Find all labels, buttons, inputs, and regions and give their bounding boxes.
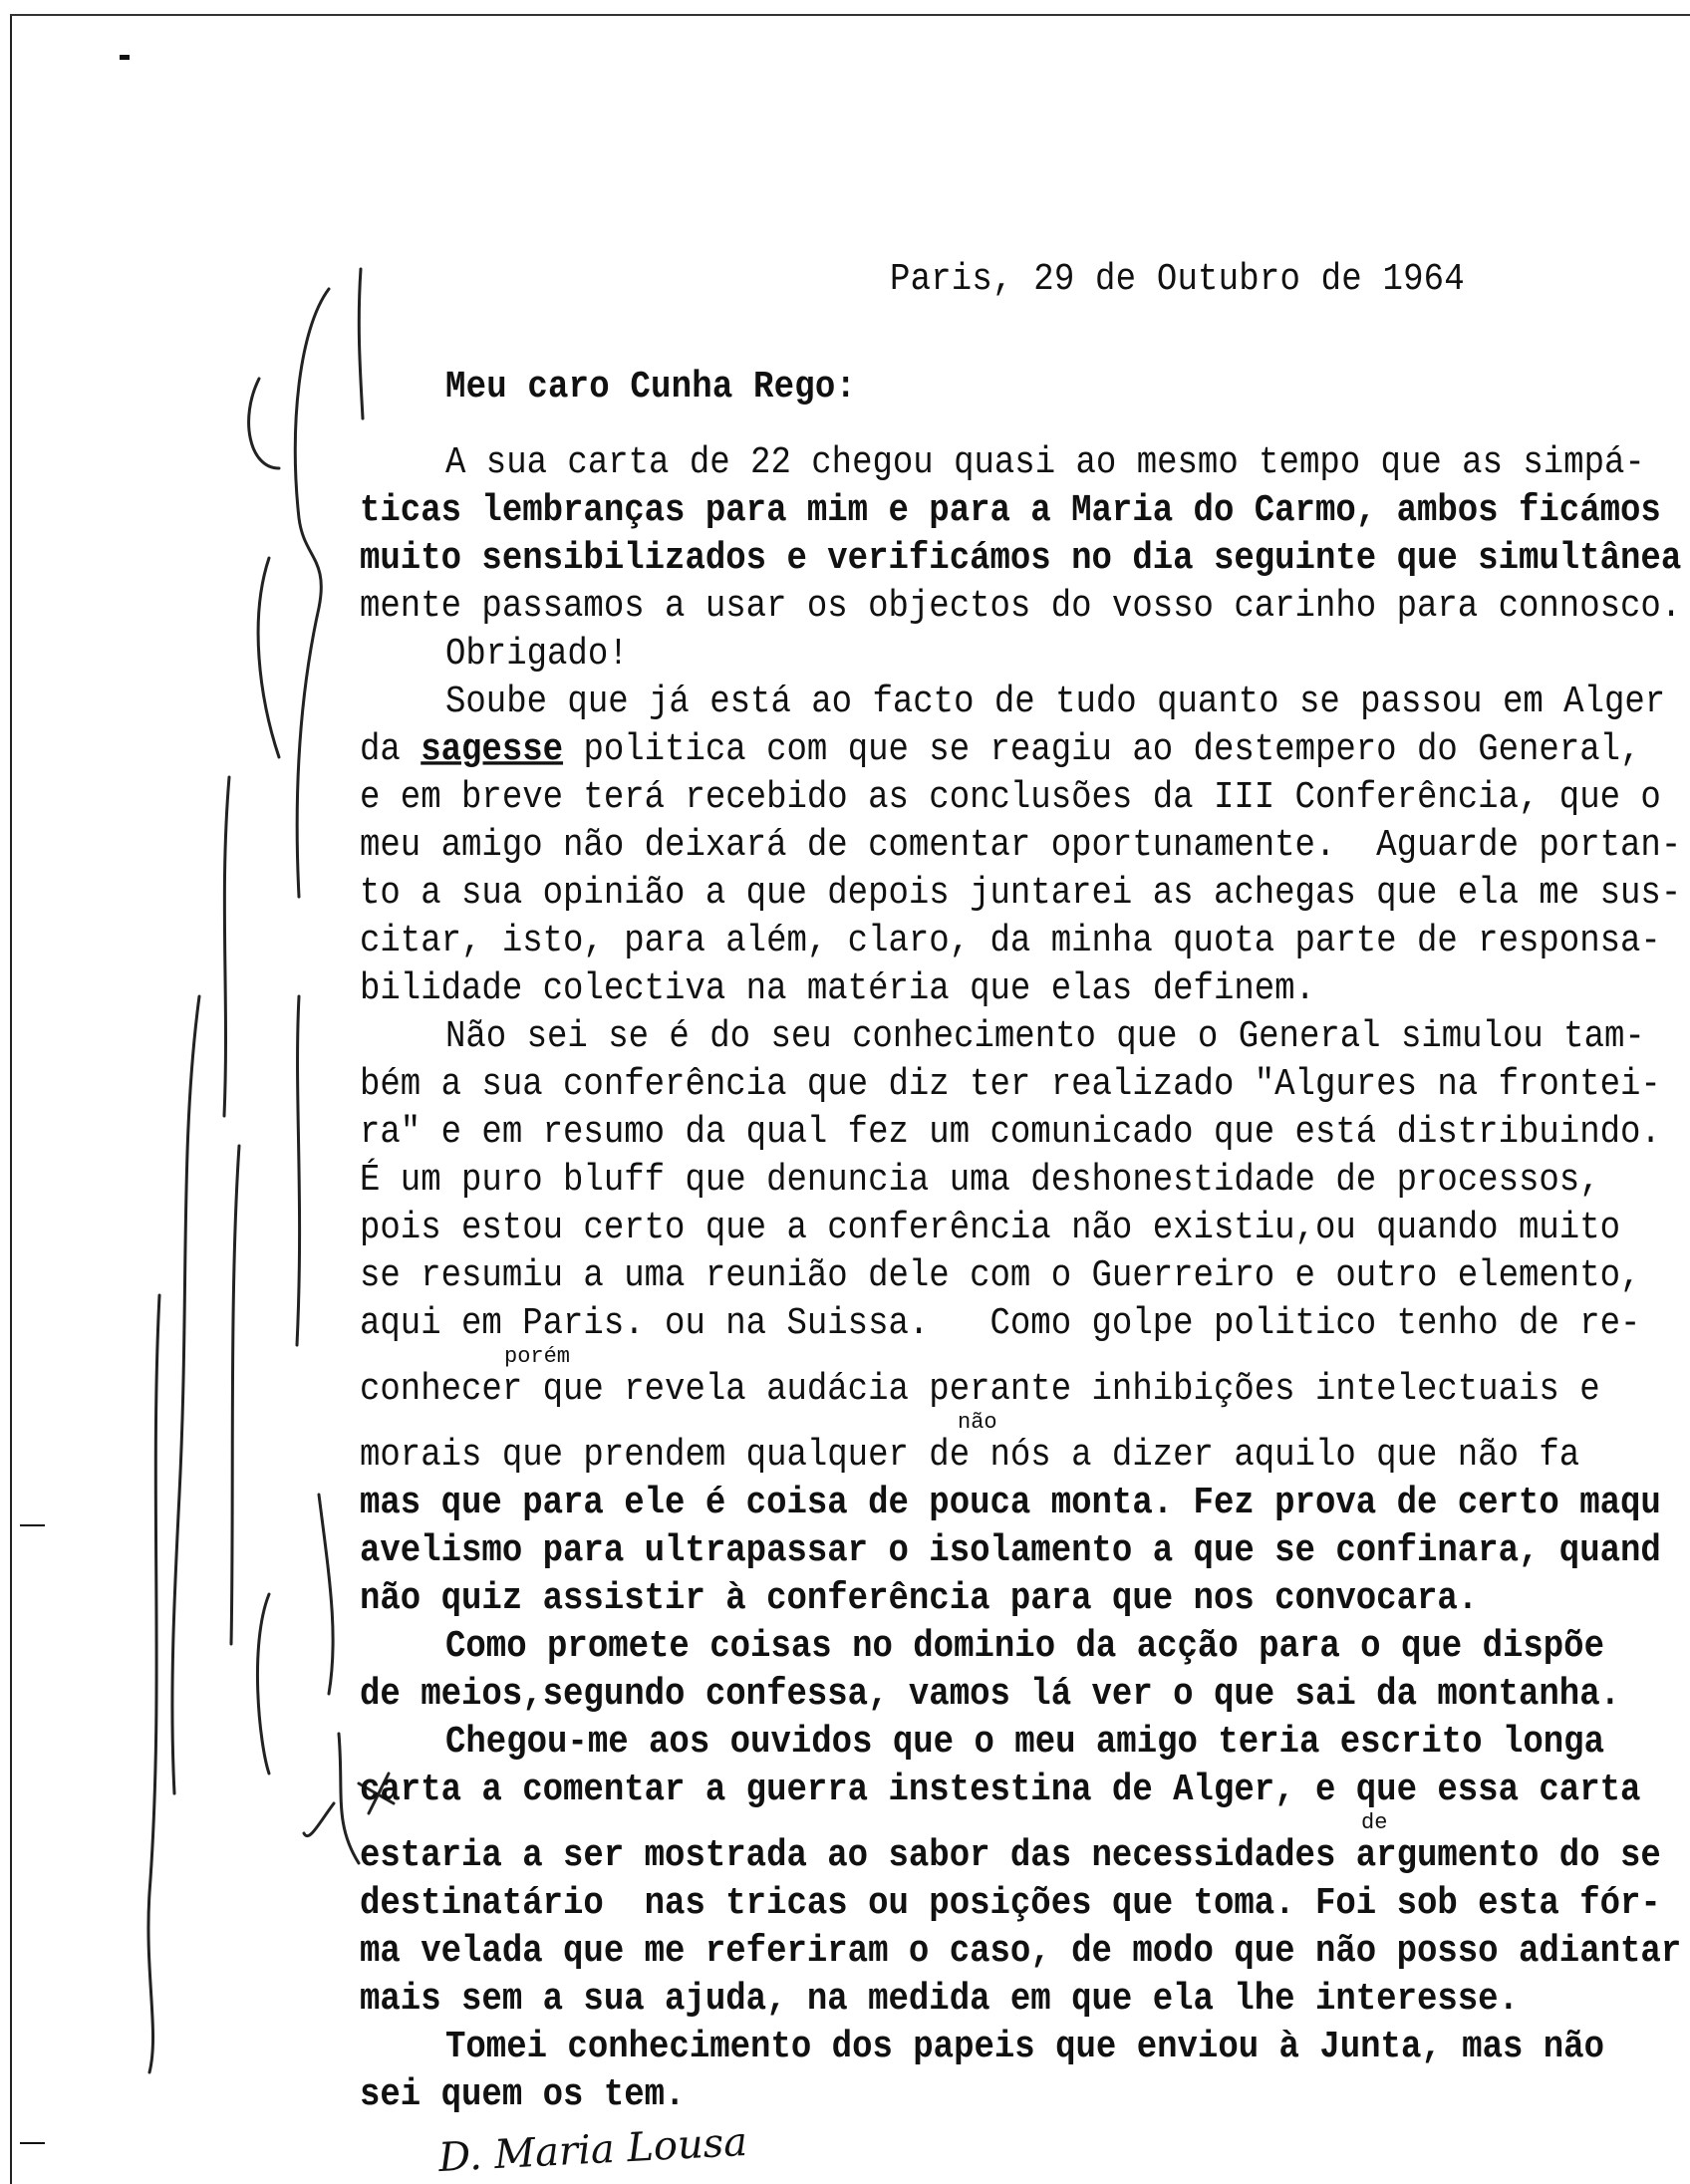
line-rest: politica com que se reagiu ao destempero do General, — [583, 728, 1641, 772]
body-line: Chegou-me aos ouvidos que o meu amigo teria escrito longa — [445, 1721, 1604, 1765]
body-line: destinatário nas tricas ou posições que toma. Foi sob esta fór- — [360, 1882, 1661, 1926]
body-line: ma velada que me referiram o caso, de modo que não posso adiantar — [360, 1930, 1682, 1974]
body-line: muito sensibilizados e verificámos no dia seguinte que simultânea — [360, 537, 1682, 581]
body-line: carta a comentar a guerra instestina de Alger, e que essa carta — [360, 1769, 1641, 1812]
margin-stroke — [297, 996, 333, 1694]
body-line: aqui em Paris. ou na Suissa. Como golpe politico tenho de re- — [360, 1302, 1641, 1346]
scan-mark — [20, 2142, 45, 2144]
margin-stroke — [295, 289, 329, 897]
body-line: ticas lembranças para mim e para a Maria do Carmo, ambos ficámos — [360, 489, 1661, 533]
underlined-word: sagesse — [421, 728, 564, 772]
body-line: se resumiu a uma reunião dele com o Guerreiro e outro elemento, — [360, 1254, 1641, 1298]
body-line: estaria a ser mostrada ao sabor das necessidades argumento do se — [360, 1834, 1661, 1878]
body-line: Não sei se é do seu conhecimento que o General simulou tam- — [445, 1015, 1645, 1059]
scan-mark — [20, 1524, 45, 1526]
body-line: e em breve terá recebido as conclusões da III Conferência, que o — [360, 776, 1661, 820]
body-line: meu amigo não deixará de comentar oportunamente. Aguarde portan- — [360, 824, 1682, 868]
margin-stroke — [249, 379, 279, 757]
margin-stroke — [148, 1295, 159, 2072]
body-line: Tomei conhecimento dos papeis que enviou à Junta, mas não — [445, 2026, 1604, 2069]
body-line: É um puro bluff que denuncia uma deshonestidade de processos, — [360, 1159, 1600, 1203]
body-line: não quiz assistir à conferência para que nos convocara. — [360, 1577, 1479, 1621]
handwritten-signature: D. Maria Lousa — [437, 2118, 749, 2182]
body-line: mente passamos a usar os objectos do vosso carinho para connosco. — [360, 585, 1682, 629]
margin-stroke — [257, 1594, 359, 1863]
body-line — [360, 728, 1641, 772]
body-line: de meios,segundo confessa, vamos lá ver o que sai da montanha. — [360, 1673, 1621, 1717]
body-line: bilidade colectiva na matéria que elas definem. — [360, 967, 1315, 1011]
line-prefix: da — [360, 728, 401, 772]
body-line: Soube que já está ao facto de tudo quanto se passou em Alger — [445, 681, 1666, 724]
letter-date: Paris, 29 de Outubro de 1964 — [890, 258, 1465, 302]
scan-speck — [120, 55, 130, 60]
body-line: mais sem a sua ajuda, na medida em que ela lhe interesse. — [360, 1978, 1519, 2022]
body-line: mas que para ele é coisa de pouca monta. Fez prova de certo maqu — [360, 1482, 1661, 1525]
letter-salutation: Meu caro Cunha Rego: — [445, 366, 857, 410]
margin-stroke — [359, 269, 363, 418]
body-line: pois estou certo que a conferência não existiu,ou quando muito — [360, 1207, 1621, 1250]
body-line: Obrigado! — [445, 633, 629, 677]
interlinear-insertion: não — [958, 1410, 997, 1435]
interlinear-insertion: porém — [504, 1344, 571, 1369]
body-line: conhecer que revela audácia perante inhibições intelectuais e — [360, 1368, 1600, 1412]
body-line: sei quem os tem. — [360, 2073, 686, 2117]
body-line: A sua carta de 22 chegou quasi ao mesmo tempo que as simpá- — [445, 441, 1645, 485]
interlinear-insertion: de — [1361, 1810, 1388, 1835]
body-line: ra" e em resumo da qual fez um comunicado que está distribuindo. — [360, 1111, 1661, 1155]
body-line: Como promete coisas no dominio da acção para o que dispõe — [445, 1625, 1604, 1669]
body-line: avelismo para ultrapassar o isolamento a que se confinara, quand — [360, 1529, 1661, 1573]
body-line: citar, isto, para além, claro, da minha quota parte de responsa- — [360, 920, 1661, 963]
body-line: to a sua opinião a que depois juntarei as achegas que ela me sus- — [360, 872, 1682, 916]
body-line: morais que prendem qualquer de nós a dizer aquilo que não fa — [360, 1434, 1580, 1478]
body-line: bém a sua conferência que diz ter realizado "Algures na frontei- — [360, 1063, 1661, 1107]
margin-stroke — [172, 996, 199, 1793]
margin-stroke — [224, 777, 239, 1644]
